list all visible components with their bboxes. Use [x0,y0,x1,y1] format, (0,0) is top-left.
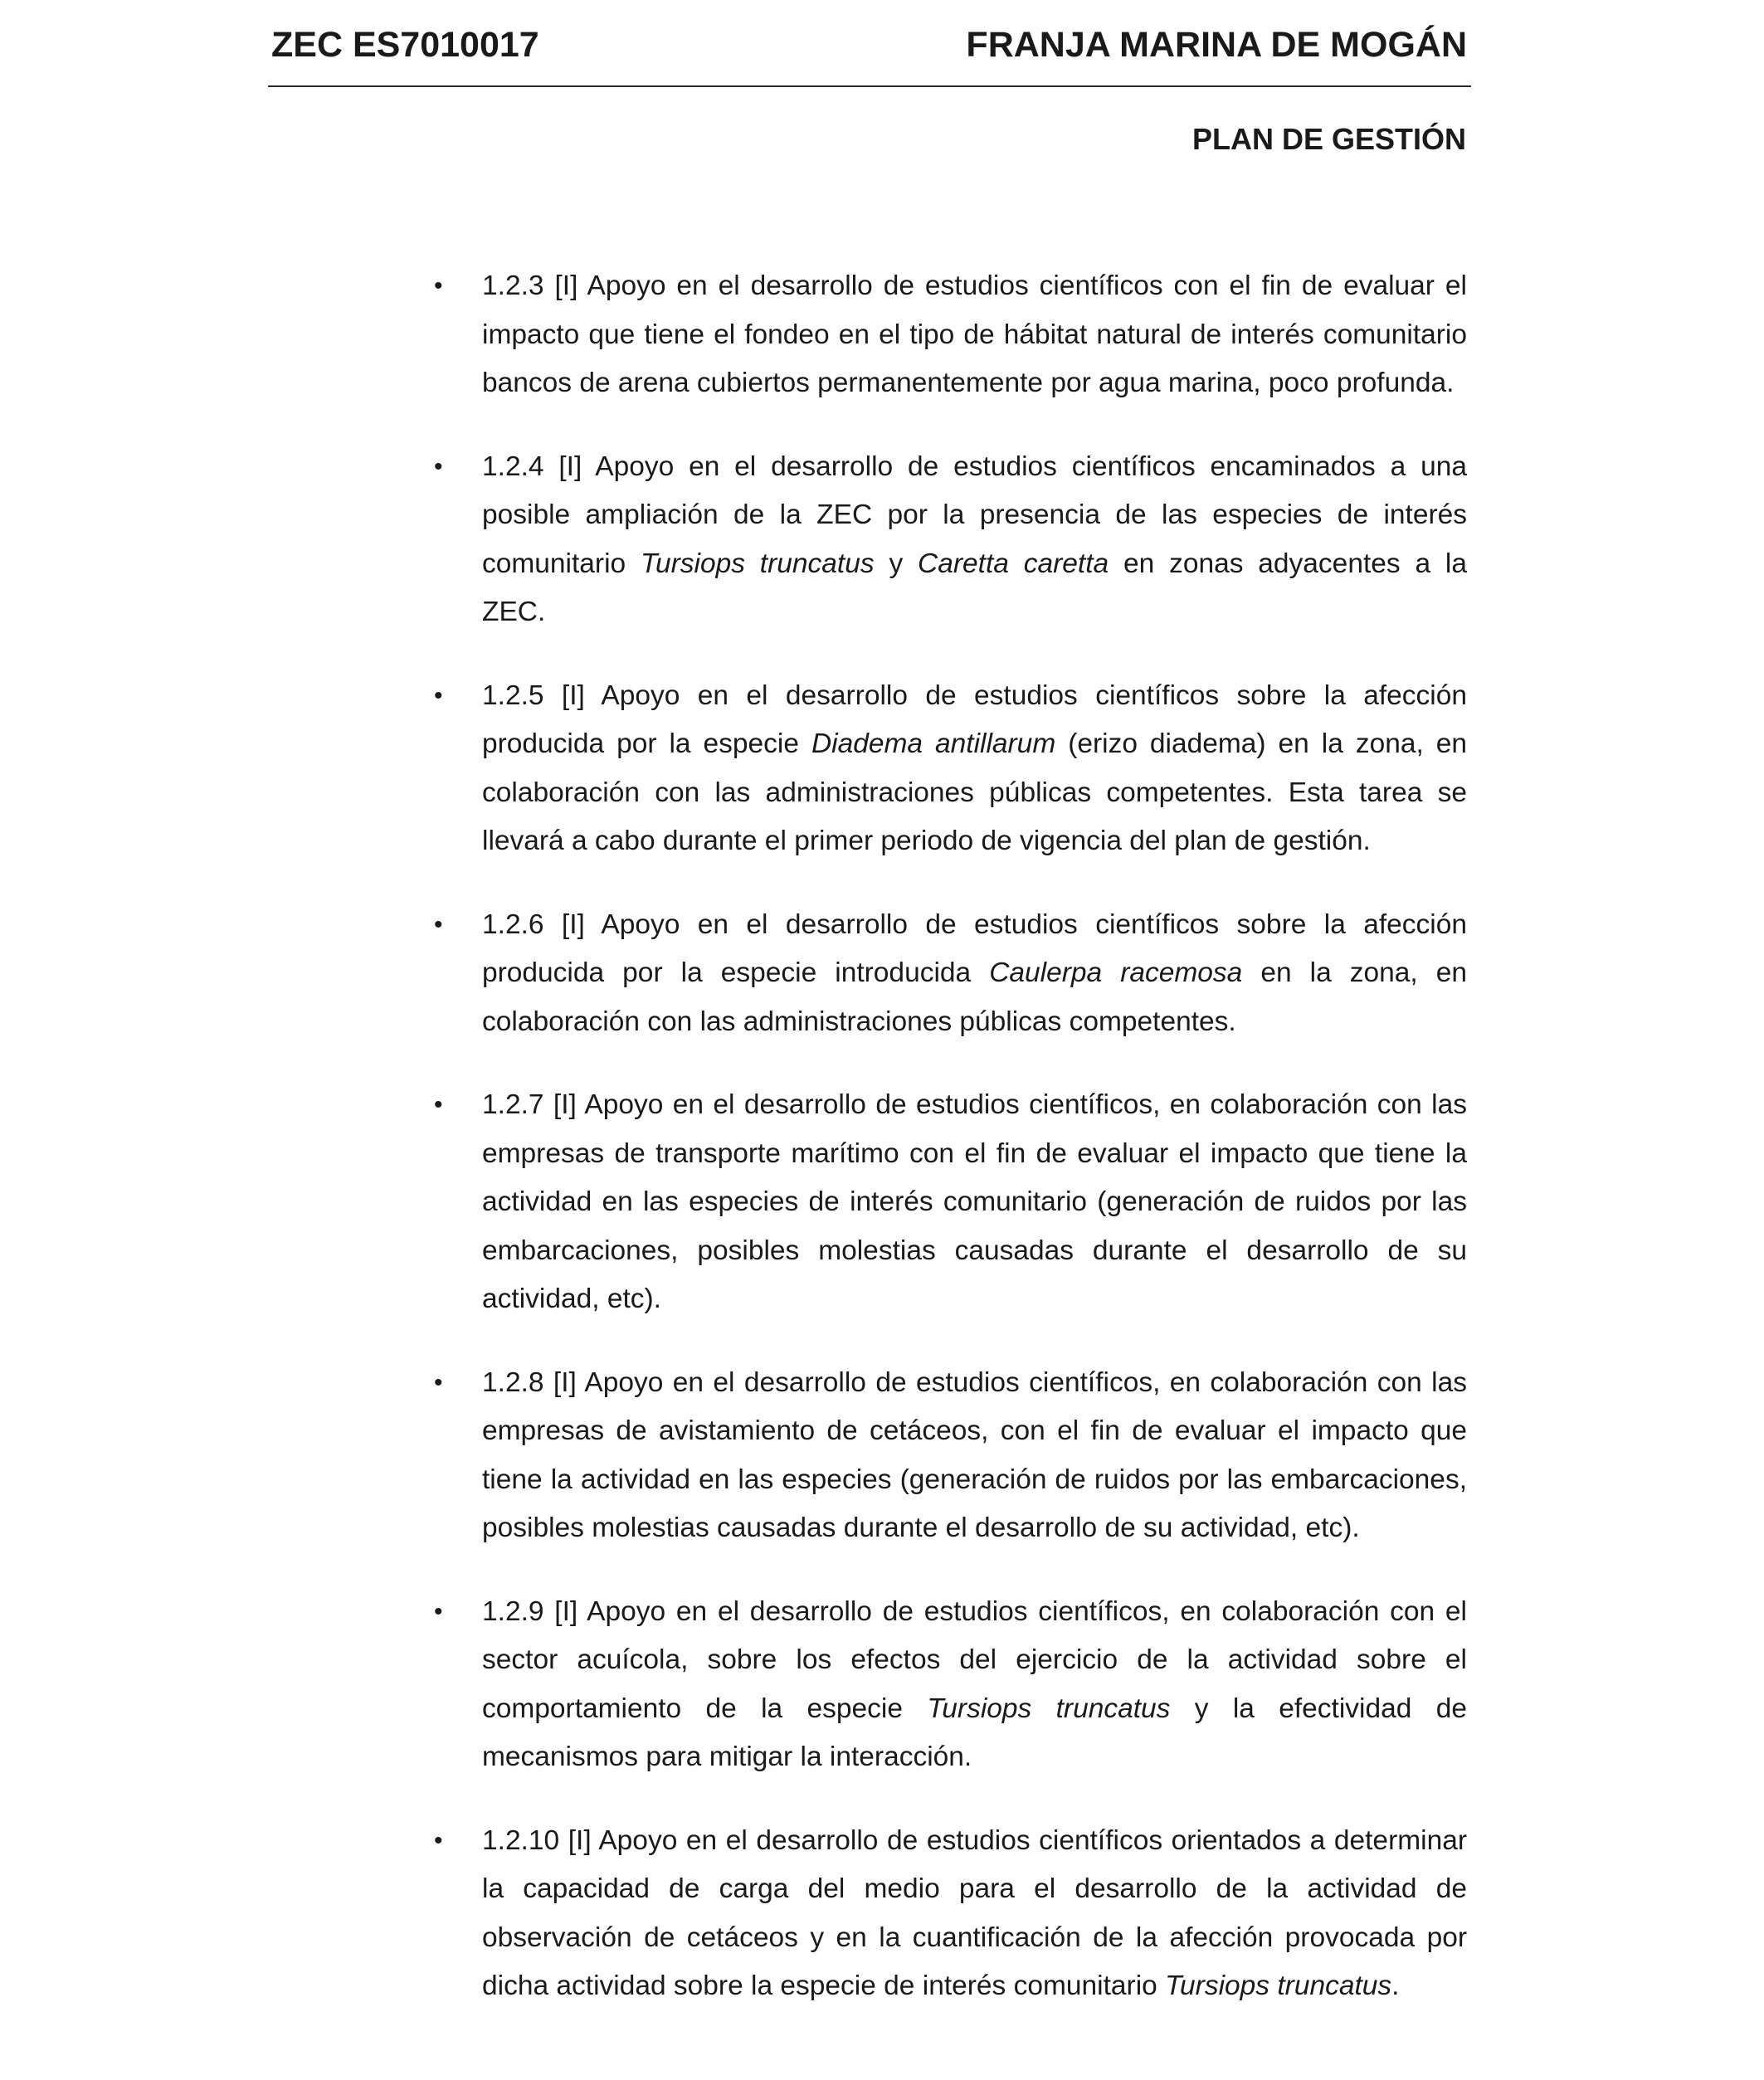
bullet-icon: • [434,272,443,300]
measure-item [423,1588,1467,1782]
measure-text-segment: 1.2.9 [I] Apoyo en el desarrollo de estudios científicos, en colaboración con el sector acuícola, sobre los efectos del ejercicio de la actividad sobre el comportamiento de la especie [482,1595,1467,1724]
bullet-icon: • [434,910,443,938]
measure-text-segment: en la zona, en colaboración con las administraciones públicas competentes. [482,957,1468,1037]
measure-text [482,1081,1467,1324]
measure-text [482,262,1467,408]
bullet-icon: • [434,681,443,709]
measure-text [482,1817,1467,2011]
page-header [268,20,1471,70]
site-code: ZEC ES7010017 [271,25,539,65]
measure-item [423,1817,1467,2011]
bullet-icon: • [434,1597,443,1625]
measure-text-segment: 1.2.7 [I] Apoyo en el desarrollo de estudios científicos, en colaboración con las empresas de transporte marítimo con el fin de evaluar el impacto que tiene la actividad en las especies de interés comunitario (generación de ruidos por las embarcaciones, posibles molestias causadas durante el desarrollo de su actividad, etc). [482,1089,1467,1314]
measure-item [423,1081,1467,1324]
species-name: Caretta caretta [918,548,1109,579]
bullet-icon: • [434,1826,443,1854]
measure-item [423,672,1467,866]
measure-item [423,262,1467,408]
measure-text [482,1588,1467,1782]
measure-text-segment: 1.2.6 [I] Apoyo en el desarrollo de estudios científicos sobre la afección producida por la especie introducida [482,908,1467,988]
species-name: Tursiops truncatus [1165,1970,1392,2001]
measure-text [482,901,1467,1047]
measure-text-segment: 1.2.8 [I] Apoyo en el desarrollo de estudios científicos, en colaboración con las empresas de avistamiento de cetáceos, con el fin de evaluar el impacto que tiene la actividad en las especies (generación de ruidos por las embarcaciones, posibles molestias causadas durante el desarrollo de su actividad, etc). [482,1366,1467,1543]
measures-list [423,262,1467,2046]
species-name: Diadema antillarum [811,728,1056,759]
measure-item [423,1359,1467,1553]
species-name: Caulerpa racemosa [989,957,1243,988]
measure-text-segment: y la efectividad de mecanismos para mitigar la interacción. [482,1693,1467,1772]
site-name: FRANJA MARINA DE MOGÁN [966,25,1467,65]
species-name: Tursiops truncatus [927,1693,1171,1724]
measure-text-segment: 1.2.5 [I] Apoyo en el desarrollo de estudios científicos sobre la afección producida por la especie [482,680,1467,759]
bullet-icon: • [434,452,443,480]
measure-text [482,1359,1467,1553]
bullet-icon: • [434,1368,443,1396]
measure-text-segment: (erizo diadema) en la zona, en colaboración con las administraciones públicas competentes. Esta tarea se llevará a cabo durante el primer periodo de vigencia del plan de gestión. [482,728,1467,856]
measure-text-segment: 1.2.3 [I] Apoyo en el desarrollo de estudios científicos con el fin de evaluar el impacto que tiene el fondeo en el tipo de hábitat natural de interés comunitario bancos de arena cubiertos permanentemente por agua marina, poco profunda. [482,270,1467,398]
measure-text [482,672,1467,866]
measure-text-segment: en zonas adyacentes a la ZEC. [482,548,1468,627]
measure-item [423,443,1467,637]
document-subtitle: PLAN DE GESTIÓN [1191,122,1466,156]
header-divider [268,85,1471,87]
species-name: Tursiops truncatus [641,548,875,579]
measure-text-segment: 1.2.10 [I] Apoyo en el desarrollo de estudios científicos orientados a determinar la capacidad de carga del medio para el desarrollo de la actividad de observación de cetáceos y en la cuantificación de la afección provocada por dicha actividad sobre la especie de interés comunitario [482,1824,1467,2001]
measure-text [482,443,1467,637]
measure-text-segment: 1.2.4 [I] Apoyo en el desarrollo de estudios científicos encaminados a una posible ampliación de la ZEC por la presencia de las especies de interés comunitario [482,451,1467,579]
measure-text-segment: . [1391,1970,1400,2001]
measure-item [423,901,1467,1047]
measure-text-segment: y [874,548,919,579]
bullet-icon: • [434,1091,443,1118]
